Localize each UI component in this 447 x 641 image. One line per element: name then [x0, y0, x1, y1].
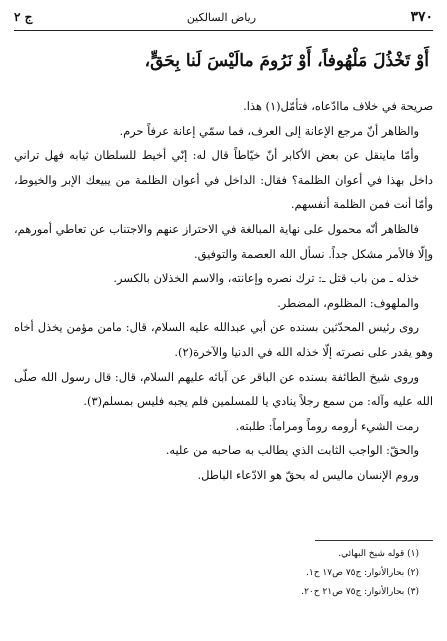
page-header [14, 6, 433, 28]
paragraph: والملهوف: المظلوم، المضطر. [277, 295, 419, 310]
paragraph: رمت الشيء أرومه روماً ومراماً: طلبته. [235, 418, 419, 433]
footnote: (١) قوله شيخ البهائي. [338, 549, 419, 559]
page-number: ٣٧٠ [410, 9, 433, 25]
footnote: (٢) بحارالأنوار: ج٧٥ ص١٧ ح١. [306, 568, 419, 578]
footnote: (٣) بحارالأنوار: ج٧٥ ص٢١ ح٢٠. [301, 587, 419, 597]
paragraph: خذله ـ من باب قتل ـ: ترك نصره وإعانته، والاسم الخذلان بالكسر. [113, 271, 419, 286]
paragraph: وروم الإنسان ماليس له بحقّ هو الادّعاء الباطل. [197, 467, 419, 482]
commentary-body [14, 94, 433, 488]
paragraph: روى رئيس المحدّثين بسنده عن أبي عبدالله عليه السلام، قال: مامن مؤمن يخذل أخاه وهو يقدر على نصرته إلّا خذله الله في الدنيا والآخرة(٢). [14, 320, 433, 359]
header-rule [14, 30, 433, 31]
volume-label: ج ٢ [14, 10, 33, 24]
footnotes [14, 545, 433, 602]
paragraph: والظاهر أنّ مرجع الإعانة إلى العرف، فما سمّي إعانة عرفاً حرم. [119, 123, 419, 138]
paragraph: فالظاهر أنّه محمول على نهاية المبالغة في الاحتراز عنهم والاجتناب عن تعاطي أمورهم، وإلّا فالأمر مشكل جداً. نسأل الله العصمة والتوفيق. [14, 221, 433, 261]
paragraph: صريحة في خلاف ماادّعاه، فتأمّل(١) هذا. [243, 99, 433, 113]
paragraph: وأمّا ماينقل عن بعض الأكابر أنّ خيّاطاً قال له: إنّي أخيط للسلطان ثيابه فهل تراني داخل بهذا في أعوان الظلمة؟ فقال: الداخل في أعوان الظلمة من يبيعك الإبر والخيوط، وأمّا أنت فمن الظلمة أنفسهم. [14, 148, 433, 212]
book-title: رياض السالكين [186, 10, 257, 24]
footnote-rule [315, 540, 433, 541]
paragraph: وروى شيخ الطائفة بسنده عن الباقر عن آبائه عليهم السلام، قال: قال رسول الله صلّى الله عليه وآله: من سمع رجلاً ينادي يا للمسلمين فلم يجبه فليس بمسلم(٣). [14, 369, 433, 409]
supplication-verse: أَوْ تَخْذُلَ مَلْهُوفاً، أَوْ نَرُومَ مالَيْسَ لَنا بِحَقٍّ، [144, 51, 429, 71]
paragraph: والحقّ: الواجب الثابت الذي يطالب به صاحبه من عليه. [165, 443, 419, 458]
